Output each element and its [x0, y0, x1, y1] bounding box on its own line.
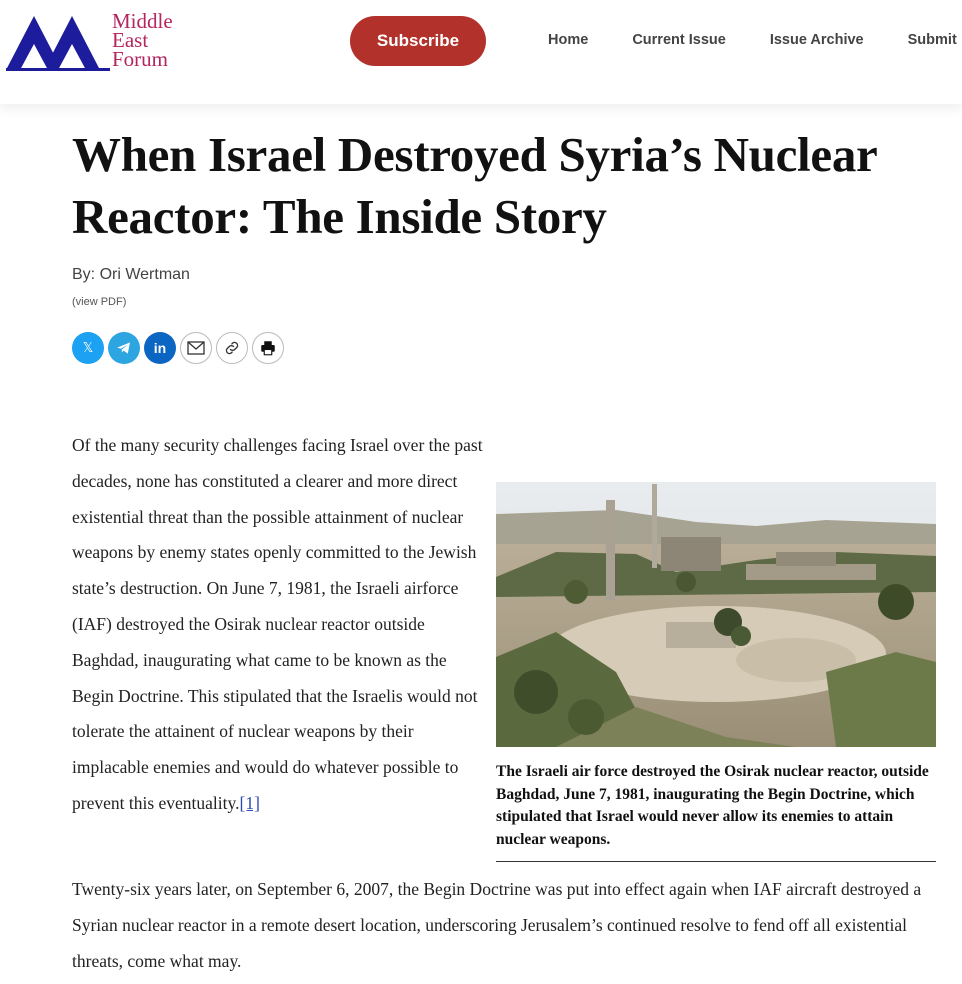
site-header	[0, 0, 962, 104]
nav-issue-archive[interactable]: Issue Archive	[769, 32, 864, 48]
share-x-button[interactable]	[72, 332, 104, 364]
nav-submit[interactable]: Submit	[907, 32, 957, 48]
print-icon	[259, 339, 277, 357]
paragraph-1-text: Of the many security challenges facing Israel over the past decades, none has constituted a clearer and more direct existential threat than the possible attainment of nuclear weapons by enemy states openly committed to the Jewish state’s destruction. On June 7, 1981, the Israeli airforce (IAF) destroyed the Osirak nuclear reactor outside Baghdad, inaugurating what came to be known as the Begin Doctrine. This stipulated that the Israelis would not tolerate the attainent of nuclear weapons by their implacable enemies and would do whatever possible to prevent this eventuality.	[72, 435, 483, 813]
view-pdf-link[interactable]: (view PDF)	[72, 296, 127, 308]
caption-divider	[496, 861, 936, 862]
nav-home[interactable]: Home	[548, 32, 589, 48]
article-paragraph-1	[72, 428, 484, 822]
logo-wordmark	[112, 9, 173, 71]
copy-link-button[interactable]	[216, 332, 248, 364]
share-linkedin-button[interactable]	[144, 332, 176, 364]
logo-line-middle: Middle	[112, 9, 173, 33]
logo-line-forum: Forum	[112, 47, 169, 71]
figure-caption: The Israeli air force destroyed the Osirak nuclear reactor, outside Baghdad, June 7, 1981, inaugurating the Begin Doctrine, which stipulated that Israel would never allow its enemies to attain nuclear weapons.	[496, 763, 929, 848]
nav-current-issue[interactable]: Current Issue	[632, 32, 726, 48]
logo-line-east: East	[112, 28, 149, 52]
site-logo[interactable]	[6, 9, 186, 76]
link-icon	[223, 339, 241, 357]
article-title: When Israel Destroyed Syria’s Nuclear Reactor: The Inside Story	[72, 127, 877, 244]
article-figure	[496, 482, 936, 862]
footnote-link-1[interactable]: [1]	[239, 792, 260, 813]
subscribe-button[interactable]: Subscribe	[350, 16, 486, 66]
osirak-reactor-photo	[496, 482, 936, 747]
article-byline[interactable]: By: Ori Wertman	[72, 266, 190, 283]
share-email-button[interactable]	[180, 332, 212, 364]
main-nav	[548, 32, 962, 48]
share-bar	[72, 332, 284, 364]
article-paragraph-2: Twenty-six years later, on September 6, 2007, the Begin Doctrine was put into effect again when IAF aircraft destroyed a Syrian nuclear reactor in a remote desert location, underscoring Jerusalem’s continued resolve to fend off all existential threats, come what may.	[72, 879, 922, 971]
print-button[interactable]	[252, 332, 284, 364]
x-icon: 𝕏	[82, 340, 94, 356]
telegram-icon	[115, 339, 133, 357]
email-icon	[187, 341, 205, 355]
logo-mark-icon	[6, 12, 110, 72]
linkedin-icon: in	[153, 340, 167, 356]
share-telegram-button[interactable]	[108, 332, 140, 364]
